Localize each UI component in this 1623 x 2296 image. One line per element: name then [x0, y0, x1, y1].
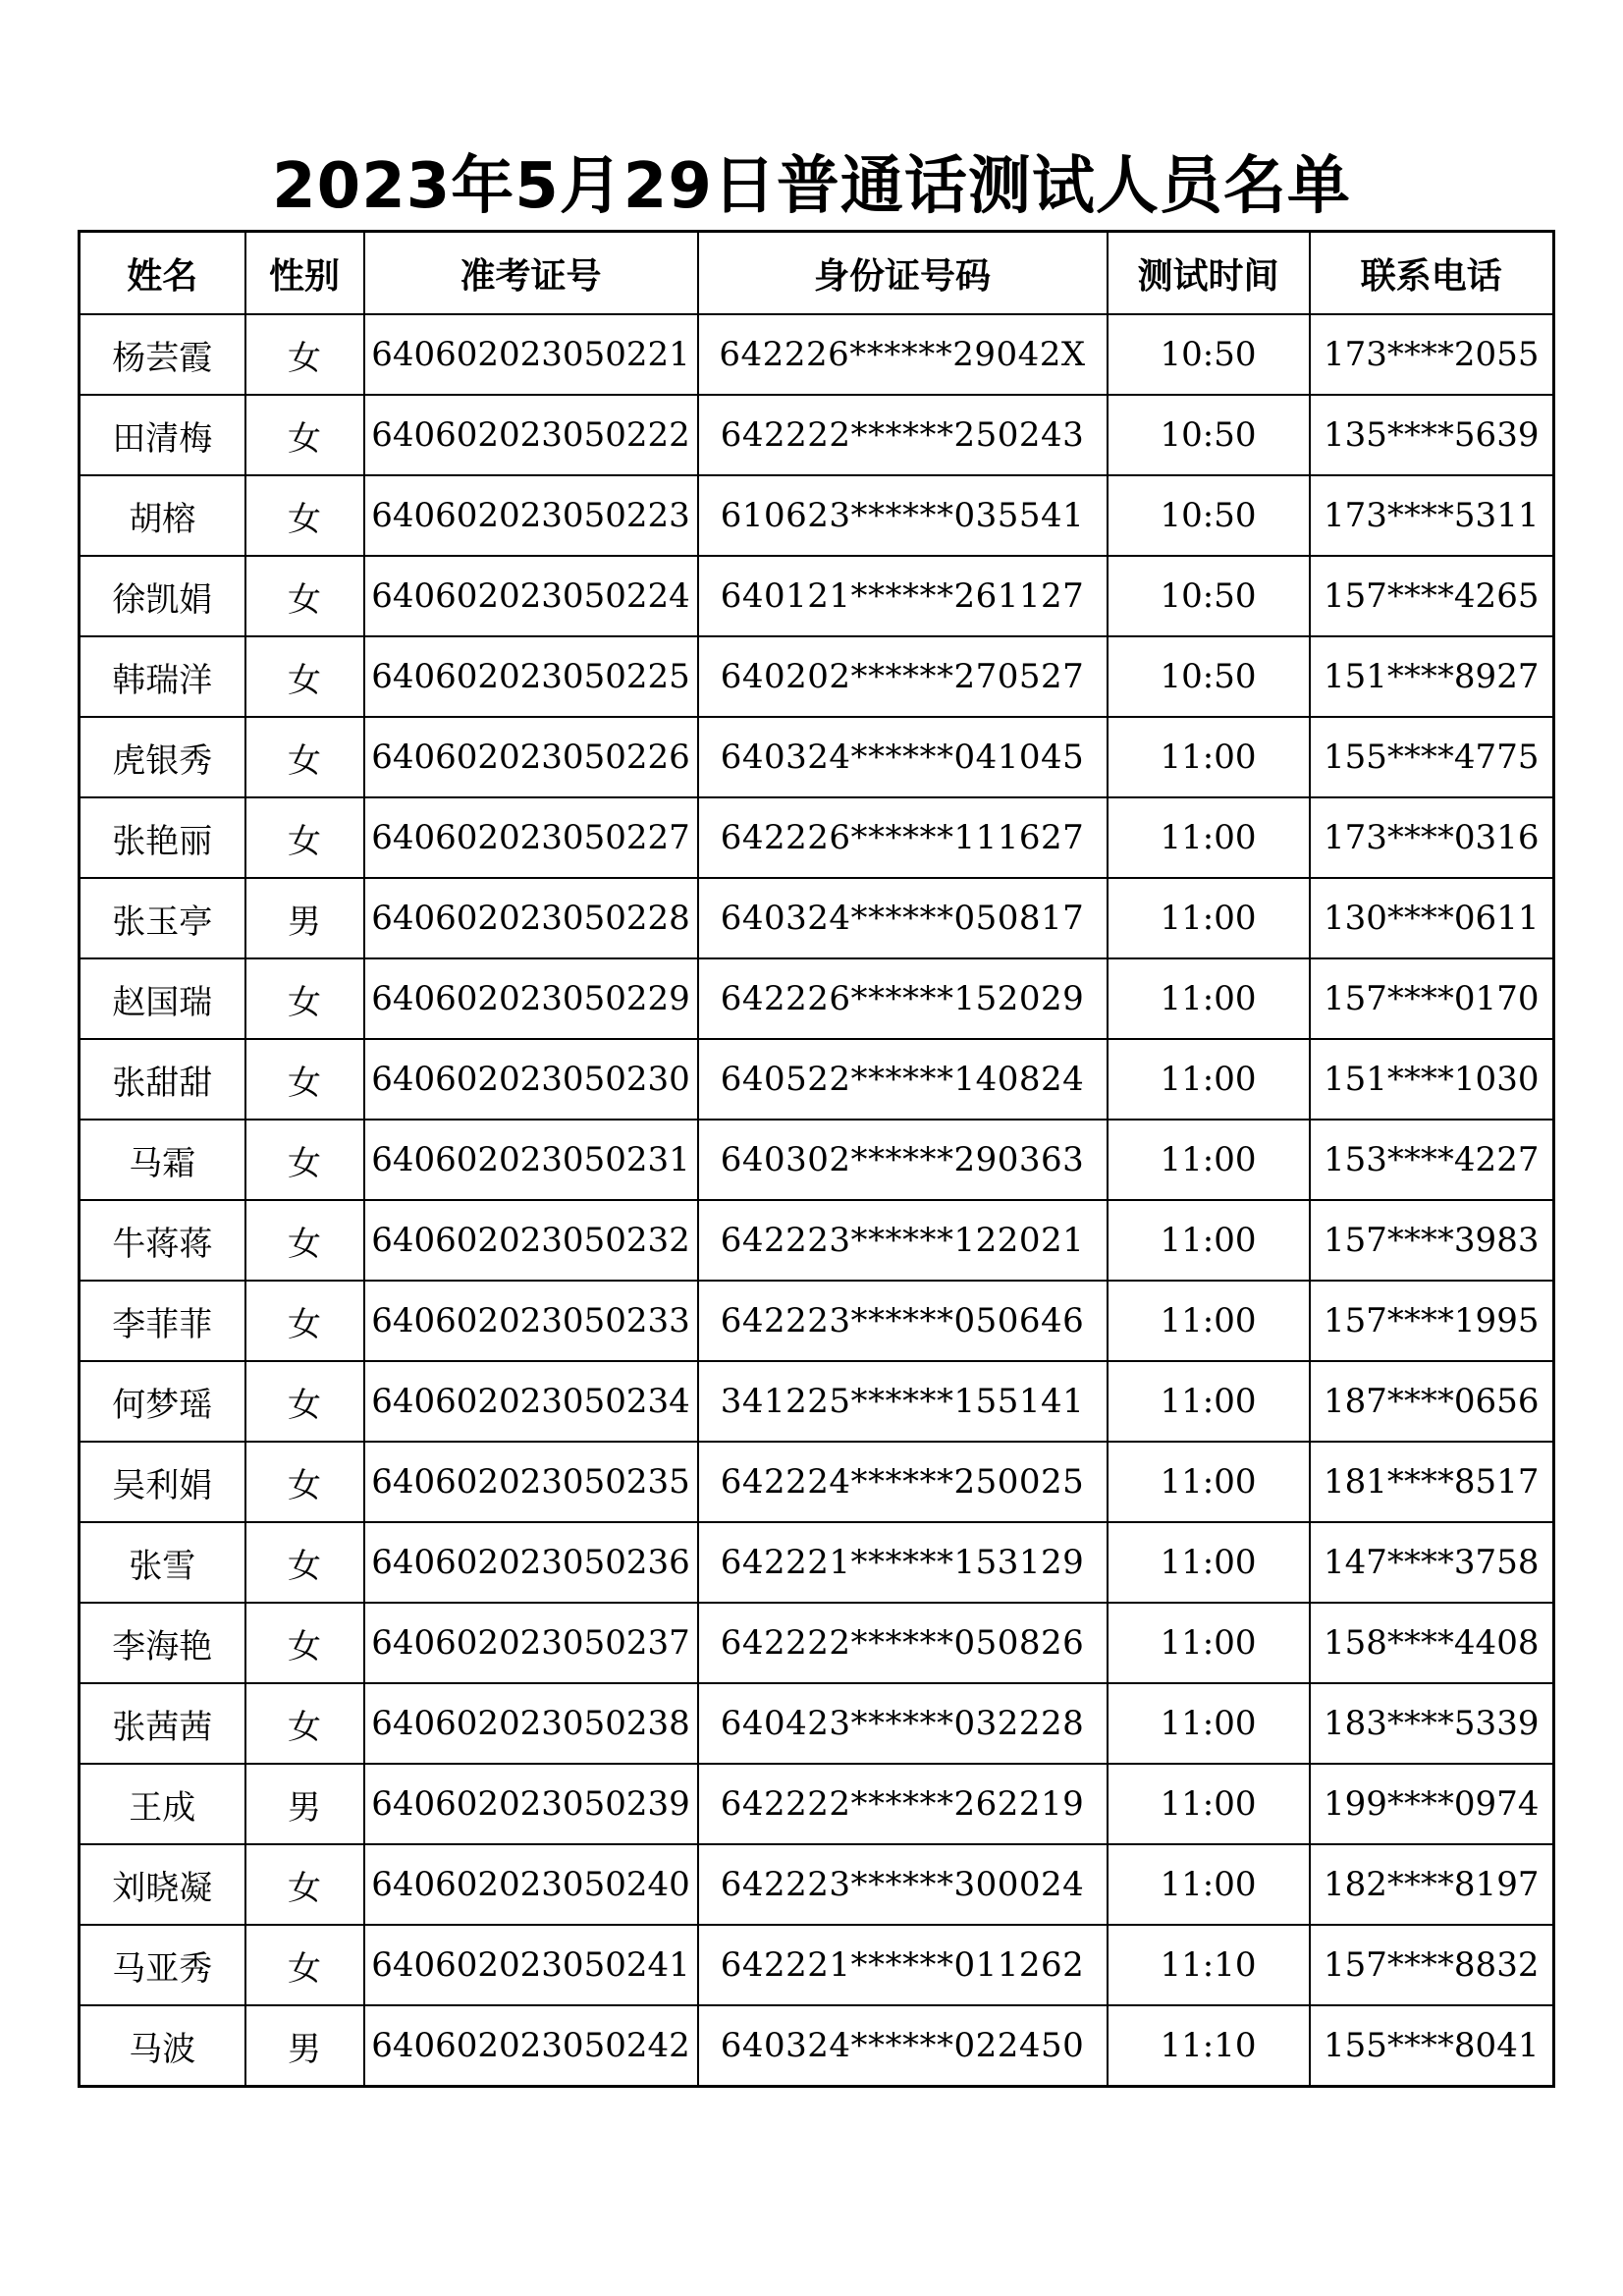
cell-sex: 女 [245, 958, 364, 1039]
cell-id-number: 640202******270527 [698, 636, 1108, 717]
cell-name: 张甜甜 [80, 1039, 245, 1120]
cell-test-time: 11:00 [1108, 1200, 1310, 1281]
table-row [80, 1925, 1554, 2005]
table-row [80, 314, 1554, 395]
column-header-id-number: 身份证号码 [698, 232, 1108, 315]
cell-id-number: 640324******022450 [698, 2005, 1108, 2087]
cell-ticket: 640602023050230 [364, 1039, 698, 1120]
cell-phone: 157****1995 [1310, 1281, 1554, 1361]
cell-id-number: 642223******050646 [698, 1281, 1108, 1361]
cell-sex: 女 [245, 1603, 364, 1683]
cell-id-number: 642222******050826 [698, 1603, 1108, 1683]
cell-ticket: 640602023050227 [364, 797, 698, 878]
cell-id-number: 642222******262219 [698, 1764, 1108, 1844]
roster-table [78, 230, 1555, 2088]
cell-id-number: 341225******155141 [698, 1361, 1108, 1442]
cell-sex: 女 [245, 1925, 364, 2005]
cell-sex: 女 [245, 1361, 364, 1442]
cell-test-time: 11:00 [1108, 1361, 1310, 1442]
column-header-name: 姓名 [80, 232, 245, 315]
cell-name: 张雪 [80, 1522, 245, 1603]
table-row [80, 556, 1554, 636]
cell-sex: 女 [245, 797, 364, 878]
cell-test-time: 11:00 [1108, 1120, 1310, 1200]
cell-phone: 153****4227 [1310, 1120, 1554, 1200]
table-row [80, 1603, 1554, 1683]
page-title: 2023年5月29日普通话测试人员名单 [272, 150, 1351, 223]
cell-phone: 181****8517 [1310, 1442, 1554, 1522]
cell-test-time: 11:00 [1108, 1844, 1310, 1925]
cell-test-time: 11:00 [1108, 1683, 1310, 1764]
table-row [80, 2005, 1554, 2087]
table-row [80, 395, 1554, 475]
cell-id-number: 642221******011262 [698, 1925, 1108, 2005]
cell-test-time: 11:00 [1108, 1039, 1310, 1120]
cell-sex: 女 [245, 1200, 364, 1281]
table-row [80, 1120, 1554, 1200]
cell-ticket: 640602023050240 [364, 1844, 698, 1925]
cell-ticket: 640602023050223 [364, 475, 698, 556]
cell-name: 马波 [80, 2005, 245, 2087]
cell-test-time: 11:00 [1108, 1522, 1310, 1603]
cell-id-number: 640302******290363 [698, 1120, 1108, 1200]
cell-ticket: 640602023050234 [364, 1361, 698, 1442]
cell-id-number: 642226******152029 [698, 958, 1108, 1039]
cell-sex: 女 [245, 636, 364, 717]
cell-phone: 157****8832 [1310, 1925, 1554, 2005]
cell-name: 张艳丽 [80, 797, 245, 878]
column-header-phone: 联系电话 [1310, 232, 1554, 315]
cell-sex: 男 [245, 1764, 364, 1844]
cell-id-number: 642226******29042X [698, 314, 1108, 395]
cell-sex: 女 [245, 1844, 364, 1925]
cell-phone: 187****0656 [1310, 1361, 1554, 1442]
cell-sex: 男 [245, 2005, 364, 2087]
cell-phone: 158****4408 [1310, 1603, 1554, 1683]
table-row [80, 717, 1554, 797]
cell-phone: 155****8041 [1310, 2005, 1554, 2087]
cell-phone: 157****4265 [1310, 556, 1554, 636]
cell-phone: 157****3983 [1310, 1200, 1554, 1281]
cell-test-time: 10:50 [1108, 395, 1310, 475]
cell-id-number: 642221******153129 [698, 1522, 1108, 1603]
cell-ticket: 640602023050226 [364, 717, 698, 797]
table-header-row [80, 232, 1554, 315]
table-row [80, 1764, 1554, 1844]
cell-name: 马霜 [80, 1120, 245, 1200]
cell-sex: 女 [245, 556, 364, 636]
cell-id-number: 642224******250025 [698, 1442, 1108, 1522]
cell-ticket: 640602023050239 [364, 1764, 698, 1844]
cell-phone: 155****4775 [1310, 717, 1554, 797]
cell-test-time: 10:50 [1108, 556, 1310, 636]
table-row [80, 475, 1554, 556]
cell-name: 王成 [80, 1764, 245, 1844]
cell-name: 赵国瑞 [80, 958, 245, 1039]
cell-sex: 女 [245, 395, 364, 475]
table-row [80, 1200, 1554, 1281]
cell-ticket: 640602023050241 [364, 1925, 698, 2005]
cell-phone: 151****1030 [1310, 1039, 1554, 1120]
cell-ticket: 640602023050231 [364, 1120, 698, 1200]
cell-test-time: 10:50 [1108, 314, 1310, 395]
cell-id-number: 640324******041045 [698, 717, 1108, 797]
cell-phone: 147****3758 [1310, 1522, 1554, 1603]
cell-sex: 女 [245, 1039, 364, 1120]
cell-name: 李菲菲 [80, 1281, 245, 1361]
cell-phone: 157****0170 [1310, 958, 1554, 1039]
cell-ticket: 640602023050221 [364, 314, 698, 395]
cell-phone: 135****5639 [1310, 395, 1554, 475]
cell-name: 马亚秀 [80, 1925, 245, 2005]
cell-ticket: 640602023050235 [364, 1442, 698, 1522]
cell-sex: 女 [245, 314, 364, 395]
cell-ticket: 640602023050237 [364, 1603, 698, 1683]
cell-name: 吴利娟 [80, 1442, 245, 1522]
cell-ticket: 640602023050238 [364, 1683, 698, 1764]
column-header-sex: 性别 [245, 232, 364, 315]
table-row [80, 1442, 1554, 1522]
cell-ticket: 640602023050229 [364, 958, 698, 1039]
cell-name: 牛蒋蒋 [80, 1200, 245, 1281]
cell-id-number: 642226******111627 [698, 797, 1108, 878]
cell-test-time: 11:00 [1108, 1603, 1310, 1683]
cell-test-time: 11:00 [1108, 1442, 1310, 1522]
cell-name: 张茜茜 [80, 1683, 245, 1764]
cell-name: 何梦瑶 [80, 1361, 245, 1442]
cell-sex: 男 [245, 878, 364, 958]
cell-name: 刘晓凝 [80, 1844, 245, 1925]
table-row [80, 878, 1554, 958]
cell-name: 杨芸霞 [80, 314, 245, 395]
cell-id-number: 642222******250243 [698, 395, 1108, 475]
column-header-test-time: 测试时间 [1108, 232, 1310, 315]
cell-test-time: 11:00 [1108, 717, 1310, 797]
cell-id-number: 640522******140824 [698, 1039, 1108, 1120]
cell-phone: 130****0611 [1310, 878, 1554, 958]
cell-id-number: 640121******261127 [698, 556, 1108, 636]
cell-phone: 173****5311 [1310, 475, 1554, 556]
cell-ticket: 640602023050228 [364, 878, 698, 958]
column-header-ticket: 准考证号 [364, 232, 698, 315]
cell-ticket: 640602023050222 [364, 395, 698, 475]
cell-sex: 女 [245, 1683, 364, 1764]
table-row [80, 797, 1554, 878]
cell-sex: 女 [245, 1281, 364, 1361]
cell-test-time: 11:10 [1108, 2005, 1310, 2087]
cell-test-time: 11:00 [1108, 797, 1310, 878]
table-row [80, 1361, 1554, 1442]
cell-sex: 女 [245, 1522, 364, 1603]
cell-name: 韩瑞洋 [80, 636, 245, 717]
table-row [80, 1844, 1554, 1925]
cell-sex: 女 [245, 475, 364, 556]
cell-test-time: 11:10 [1108, 1925, 1310, 2005]
cell-ticket: 640602023050236 [364, 1522, 698, 1603]
cell-ticket: 640602023050225 [364, 636, 698, 717]
cell-sex: 女 [245, 1120, 364, 1200]
cell-name: 田清梅 [80, 395, 245, 475]
table-row [80, 1522, 1554, 1603]
cell-id-number: 640423******032228 [698, 1683, 1108, 1764]
cell-test-time: 10:50 [1108, 636, 1310, 717]
cell-test-time: 11:00 [1108, 1764, 1310, 1844]
table-row [80, 1683, 1554, 1764]
cell-test-time: 11:00 [1108, 1281, 1310, 1361]
cell-name: 徐凯娟 [80, 556, 245, 636]
cell-sex: 女 [245, 1442, 364, 1522]
cell-phone: 199****0974 [1310, 1764, 1554, 1844]
cell-name: 李海艳 [80, 1603, 245, 1683]
table-row [80, 636, 1554, 717]
cell-test-time: 11:00 [1108, 958, 1310, 1039]
cell-id-number: 642223******300024 [698, 1844, 1108, 1925]
cell-phone: 151****8927 [1310, 636, 1554, 717]
cell-phone: 183****5339 [1310, 1683, 1554, 1764]
cell-ticket: 640602023050232 [364, 1200, 698, 1281]
cell-ticket: 640602023050242 [364, 2005, 698, 2087]
cell-phone: 182****8197 [1310, 1844, 1554, 1925]
table-row [80, 958, 1554, 1039]
cell-name: 虎银秀 [80, 717, 245, 797]
cell-sex: 女 [245, 717, 364, 797]
cell-name: 张玉亭 [80, 878, 245, 958]
cell-phone: 173****0316 [1310, 797, 1554, 878]
cell-id-number: 640324******050817 [698, 878, 1108, 958]
cell-ticket: 640602023050224 [364, 556, 698, 636]
cell-ticket: 640602023050233 [364, 1281, 698, 1361]
table-row [80, 1281, 1554, 1361]
cell-test-time: 10:50 [1108, 475, 1310, 556]
cell-id-number: 642223******122021 [698, 1200, 1108, 1281]
table-row [80, 1039, 1554, 1120]
cell-id-number: 610623******035541 [698, 475, 1108, 556]
cell-phone: 173****2055 [1310, 314, 1554, 395]
cell-test-time: 11:00 [1108, 878, 1310, 958]
cell-name: 胡榕 [80, 475, 245, 556]
